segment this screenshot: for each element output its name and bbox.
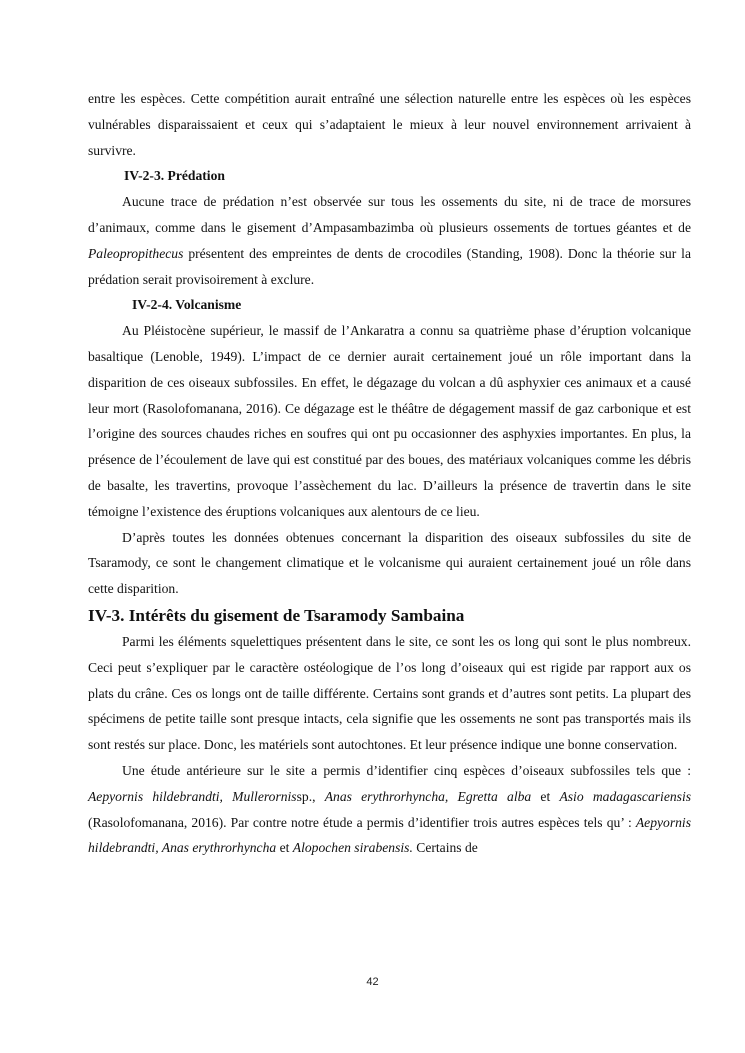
- text-span: Certains de: [412, 840, 478, 856]
- page-number: 42: [366, 976, 379, 988]
- paragraph-especes: [88, 758, 691, 861]
- paragraph-os-longs: Parmi les éléments squelettiques présentent dans le site, ce sont les os long qui sont le plus nombreux. Ceci peut s’expliquer par le caractère ostéologique de l’os long d’oiseaux qui est rigide par rapport aux os plats du crâne. Ces os longs ont de taille différente. Certains sont grands et d’autres sont petits. La plupart des spécimens de petite taille sont presque intacts, cela signifie que les ossements ne sont pas transportés mais ils sont restés sur place. Donc, les matériels sont autochtones. Et leur présence indique une bonne conservation.: [88, 633, 691, 753]
- paragraph-predation: [88, 189, 691, 292]
- species-name: Alopochen sirabensis.: [292, 840, 413, 856]
- species-name: Aepyornis hildebrandti, Mullerornis: [88, 788, 297, 804]
- text-span: et: [276, 840, 293, 856]
- heading-interets: IV-3. Intérêts du gisement de Tsaramody Sambaina: [88, 605, 465, 625]
- paragraph-competition: entre les espèces. Cette compétition aurait entraîné une sélection naturelle entre les espèces où les espèces vulnérables disparaissaient et ceux qui s’adaptaient le mieux à leur nouvel environnement arrivaient à survivre.: [88, 91, 691, 158]
- text-span: sp.,: [296, 788, 325, 804]
- text-span: Aucune trace de prédation n’est observée sur tous les ossements du site, ni de trace de morsures d’animaux, comme dans le gisement d’Ampasambazimba où plusieurs ossements de tortues géantes et de: [88, 194, 691, 235]
- text-span: Une étude antérieure sur le site a permis d’identifier cinq espèces d’oiseaux subfossiles tels que :: [122, 762, 691, 778]
- species-name: Aepyornis hildebrandti, Anas erythrorhyncha: [88, 814, 691, 856]
- species-name: Anas erythrorhyncha, Egretta alba: [324, 788, 532, 804]
- paragraph-conclusion: D’après toutes les données obtenues concernant la disparition des oiseaux subfossiles du site de Tsaramody, ce sont le changement climatique et le volcanisme qui auraient certainement joué un rôle dans cette disparition.: [88, 529, 691, 597]
- species-name: Paleopropithecus: [88, 245, 184, 261]
- text-span: présentent des empreintes de dents de crocodiles (Standing, 1908). Donc la théorie sur la prédation serait provisoirement à exclure.: [88, 245, 691, 287]
- document-page: [88, 86, 691, 861]
- species-name: Asio madagascariensis: [559, 788, 692, 804]
- heading-predation: IV-2-3. Prédation: [124, 168, 225, 184]
- text-span: (Rasolofomanana, 2016). Par contre notre étude a permis d’identifier trois autres espèces tels qu’ :: [88, 814, 636, 830]
- text-span: et: [531, 788, 560, 804]
- paragraph-volcanisme: Au Pléistocène supérieur, le massif de l’Ankaratra a connu sa quatrième phase d’éruption volcanique basaltique (Lenoble, 1949). L’impact de ce dernier aurait certainement joué un rôle important dans la disparition de ces oiseaux subfossiles. En effet, le dégazage du volcan a dû asphyxier ces animaux et a causé leur mort (Rasolofomanana, 2016). Ce dégazage est le théâtre de dégagement massif de gaz carbonique et est l’origine des sources chaudes riches en soufres qui ont pu occasionner des asphyxies importantes. En plus, la présence de l’écoulement de lave qui est constitué par des boues, des matériaux volcaniques comme les débris de basalte, les travertins, provoque l’assèchement du lac. D’ailleurs la présence de travertin dans le site témoigne l’existence des éruptions volcaniques aux alentours de ce lieu.: [88, 323, 691, 519]
- heading-volcanisme: IV-2-4. Volcanisme: [132, 297, 242, 313]
